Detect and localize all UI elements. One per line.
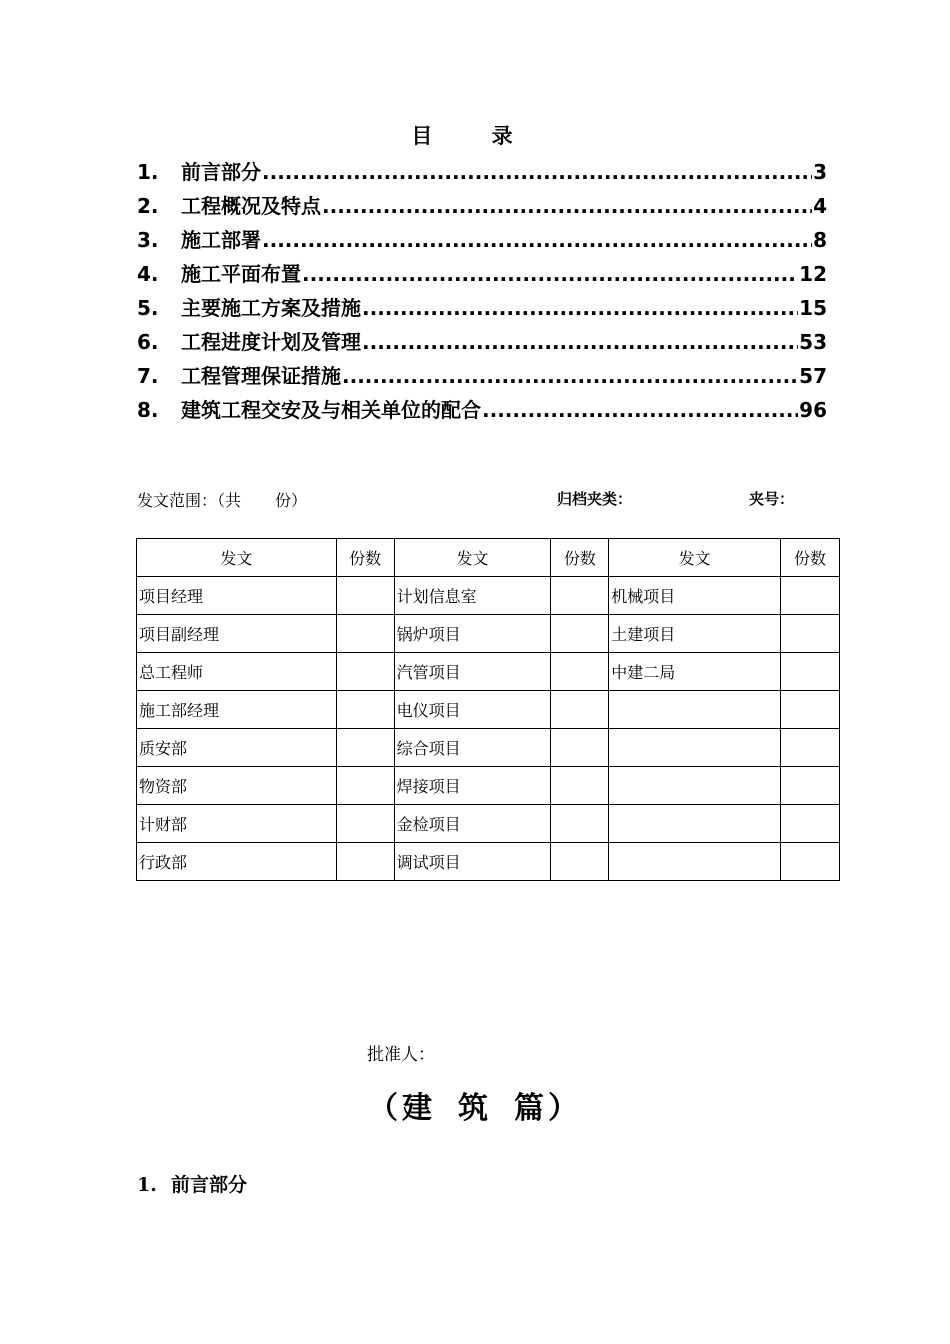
toc-item-label: 施工部署 [181, 228, 261, 252]
table-row [137, 615, 840, 653]
table-row [137, 729, 840, 767]
table-header-row [137, 539, 840, 577]
copies-cell [336, 615, 394, 653]
copies-cell [336, 767, 394, 805]
header-recipient: 发文 [137, 539, 337, 577]
toc-dot-leader [362, 328, 798, 356]
toc-dot-leader [362, 294, 798, 322]
toc-item-number: 8. [137, 398, 159, 422]
copies-cell [336, 805, 394, 843]
toc-item-number: 6. [137, 330, 159, 354]
distribution-line [137, 488, 827, 512]
header-copies: 份数 [336, 539, 394, 577]
toc-item-number: 5. [137, 296, 159, 320]
toc-dot-leader [482, 396, 798, 424]
toc-dot-leader [262, 158, 812, 186]
recipient-cell: 调试项目 [394, 843, 551, 881]
recipient-cell: 计财部 [137, 805, 337, 843]
recipient-cell: 金检项目 [394, 805, 551, 843]
table-row [137, 843, 840, 881]
approver-label: 批准人： [367, 1045, 435, 1065]
heading-1 [137, 1170, 247, 1197]
toc-item-label: 工程概况及特点 [181, 194, 321, 218]
toc-item-page: 4 [813, 194, 827, 218]
toc-item-label: 施工平面布置 [181, 262, 301, 286]
table-row [137, 805, 840, 843]
header-copies: 份数 [551, 539, 609, 577]
toc-item-page: 15 [799, 296, 827, 320]
toc-title: 目 录 [411, 124, 539, 148]
copies-cell [551, 805, 609, 843]
copies-cell [551, 615, 609, 653]
toc-item [137, 328, 827, 362]
toc-item-number: 2. [137, 194, 159, 218]
recipient-cell: 施工部经理 [137, 691, 337, 729]
section-title-mid: 筑 [458, 1091, 492, 1126]
toc-item-page: 57 [799, 364, 827, 388]
toc-item-label: 前言部分 [181, 160, 261, 184]
distribution-scope-suffix: 份） [275, 491, 308, 510]
recipient-cell: 质安部 [137, 729, 337, 767]
heading-1-number: 1. [137, 1174, 157, 1196]
toc-item-page: 3 [813, 160, 827, 184]
toc-item-number: 7. [137, 364, 159, 388]
toc-item-label: 工程进度计划及管理 [181, 330, 361, 354]
toc-dot-leader [302, 260, 798, 288]
copies-cell [781, 843, 840, 881]
distribution-scope [137, 488, 307, 511]
toc-item-page: 12 [799, 262, 827, 286]
toc-item [137, 362, 827, 396]
header-copies: 份数 [781, 539, 840, 577]
table-row [137, 653, 840, 691]
toc-item-number: 4. [137, 262, 159, 286]
recipient-cell [609, 805, 781, 843]
copies-cell [336, 729, 394, 767]
toc-item-label: 建筑工程交安及与相关单位的配合 [181, 398, 481, 422]
copies-cell [781, 805, 840, 843]
toc-item [137, 396, 827, 430]
recipient-cell [609, 691, 781, 729]
recipient-cell: 综合项目 [394, 729, 551, 767]
recipient-cell: 项目副经理 [137, 615, 337, 653]
toc-item [137, 192, 827, 226]
recipient-cell: 汽管项目 [394, 653, 551, 691]
copies-cell [551, 653, 609, 691]
recipient-cell: 物资部 [137, 767, 337, 805]
toc-item-number: 3. [137, 228, 159, 252]
copies-cell [551, 767, 609, 805]
copies-cell [781, 577, 840, 615]
toc-item-page: 96 [799, 398, 827, 422]
toc-item-page: 53 [799, 330, 827, 354]
recipient-cell: 土建项目 [609, 615, 781, 653]
recipient-cell [609, 767, 781, 805]
copies-cell [336, 691, 394, 729]
toc-item-label: 工程管理保证措施 [181, 364, 341, 388]
copies-cell [551, 691, 609, 729]
toc-item-page: 8 [813, 228, 827, 252]
toc-dot-leader [322, 192, 812, 220]
header-recipient: 发文 [609, 539, 781, 577]
section-title [0, 1083, 950, 1127]
copies-cell [781, 729, 840, 767]
copies-cell [336, 843, 394, 881]
toc-item [137, 294, 827, 328]
recipient-cell: 焊接项目 [394, 767, 551, 805]
recipient-cell [609, 843, 781, 881]
recipient-cell: 电仪项目 [394, 691, 551, 729]
toc-dot-leader [342, 362, 798, 390]
toc-dot-leader [262, 226, 812, 254]
table-row [137, 767, 840, 805]
recipient-cell: 机械项目 [609, 577, 781, 615]
section-title-close: 篇） [514, 1091, 582, 1126]
copies-cell [551, 577, 609, 615]
archive-category-label: 归档夹类： [557, 490, 633, 508]
copies-cell [781, 691, 840, 729]
copies-cell [336, 653, 394, 691]
toc-item-label: 主要施工方案及措施 [181, 296, 361, 320]
header-recipient: 发文 [394, 539, 551, 577]
copies-cell [781, 653, 840, 691]
section-title-open: （建 [368, 1091, 436, 1126]
recipient-cell: 总工程师 [137, 653, 337, 691]
distribution-table [136, 538, 840, 881]
copies-cell [781, 615, 840, 653]
recipient-cell: 中建二局 [609, 653, 781, 691]
recipient-cell: 行政部 [137, 843, 337, 881]
copies-cell [551, 729, 609, 767]
copies-cell [551, 843, 609, 881]
recipient-cell: 计划信息室 [394, 577, 551, 615]
toc-item [137, 260, 827, 294]
copies-cell [781, 767, 840, 805]
table-row [137, 691, 840, 729]
recipient-cell: 锅炉项目 [394, 615, 551, 653]
table-of-contents [137, 158, 827, 430]
distribution-scope-label: 发文范围：（共 [137, 491, 242, 510]
recipient-cell [609, 729, 781, 767]
table-row [137, 577, 840, 615]
toc-item [137, 226, 827, 260]
heading-1-label: 前言部分 [171, 1174, 248, 1196]
copies-cell [336, 577, 394, 615]
clip-number-label: 夹号： [749, 490, 795, 508]
recipient-cell: 项目经理 [137, 577, 337, 615]
toc-item [137, 158, 827, 192]
toc-item-number: 1. [137, 160, 159, 184]
